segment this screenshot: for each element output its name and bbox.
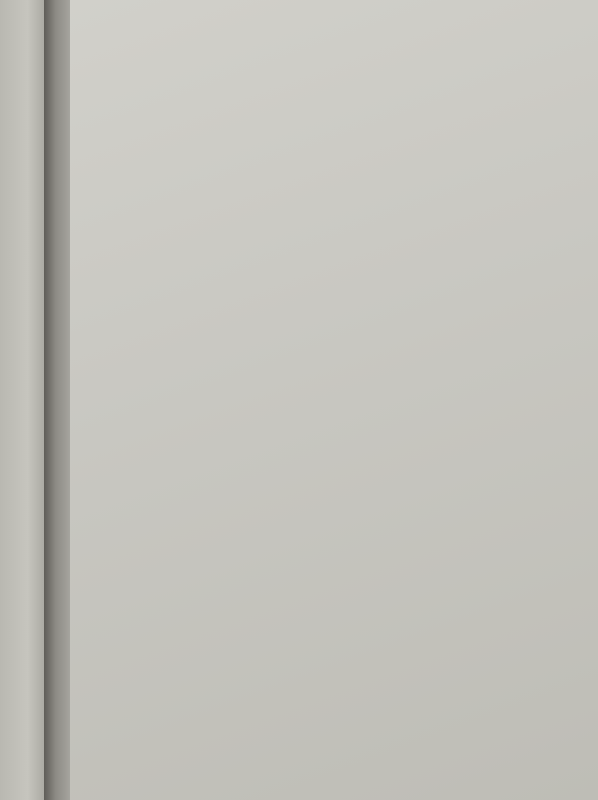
page-text — [82, 0, 582, 40]
left-facing-page — [0, 0, 46, 800]
left-page-text-fragments — [0, 0, 46, 800]
right-page — [70, 0, 598, 800]
top-paragraph — [82, 0, 582, 6]
